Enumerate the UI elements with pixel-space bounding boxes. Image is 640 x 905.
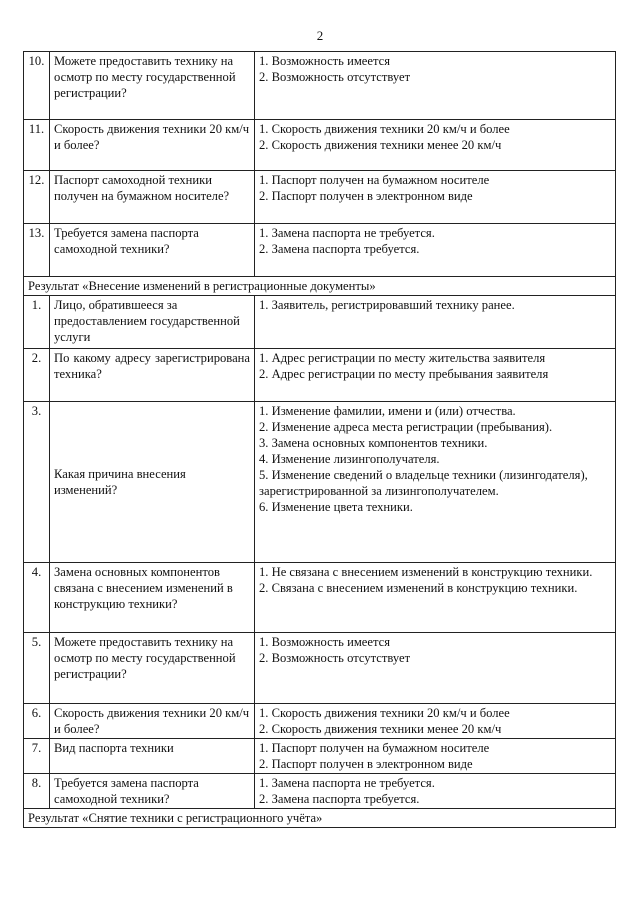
answer-option: 2. Изменение адреса места регистрации (пребывания). bbox=[259, 420, 553, 434]
question-cell: Вид паспорта техники bbox=[50, 739, 255, 774]
answer-option: 2. Паспорт получен в электронном виде bbox=[259, 757, 473, 771]
question-cell: По какому адресу зарегистрирована техника? bbox=[50, 349, 255, 402]
answer-option: 1. Скорость движения техники 20 км/ч и более bbox=[259, 122, 510, 136]
row-number: 6. bbox=[24, 704, 50, 739]
row-number: 13. bbox=[24, 224, 50, 277]
answer-option: 4. Изменение лизингополучателя. bbox=[259, 452, 440, 466]
question-cell: Требуется замена паспорта самоходной техники? bbox=[50, 224, 255, 277]
answer-option: 2. Возможность отсутствует bbox=[259, 70, 411, 84]
answer-option: 1. Скорость движения техники 20 км/ч и более bbox=[259, 706, 510, 720]
table-row bbox=[24, 224, 616, 277]
answer-option: 1. Изменение фамилии, имени и (или) отчества. bbox=[259, 404, 516, 418]
answer-option: 5. Изменение сведений о владельце техники (лизингодателя), зарегистрированной за лизингополучателем. bbox=[259, 468, 588, 498]
answer-option: 6. Изменение цвета техники. bbox=[259, 500, 413, 514]
row-number: 10. bbox=[24, 52, 50, 120]
answer-option: 2. Адрес регистрации по месту пребывания заявителя bbox=[259, 367, 549, 381]
answer-option: 2. Скорость движения техники менее 20 км/ч bbox=[259, 722, 502, 736]
answer-option: 3. Замена основных компонентов техники. bbox=[259, 436, 488, 450]
answer-option: 2. Связана с внесением изменений в конструкцию техники. bbox=[259, 581, 578, 595]
answer-option: 2. Замена паспорта требуется. bbox=[259, 242, 420, 256]
section-heading: Результат «Снятие техники с регистрационного учёта» bbox=[24, 809, 616, 828]
page-number: 2 bbox=[316, 28, 324, 43]
answer-cell bbox=[255, 563, 616, 633]
table-row bbox=[24, 704, 616, 739]
question-cell: Скорость движения техники 20 км/ч и более? bbox=[50, 120, 255, 171]
answer-option: 2. Возможность отсутствует bbox=[259, 651, 411, 665]
question-cell: Какая причина внесения изменений? bbox=[50, 402, 255, 563]
row-number: 11. bbox=[24, 120, 50, 171]
row-number: 4. bbox=[24, 563, 50, 633]
answer-option: 1. Возможность имеется bbox=[259, 54, 391, 68]
answer-option: 1. Не связана с внесением изменений в конструкцию техники. bbox=[259, 565, 593, 579]
answer-cell bbox=[255, 704, 616, 739]
row-number: 5. bbox=[24, 633, 50, 704]
question-cell: Требуется замена паспорта самоходной техники? bbox=[50, 774, 255, 809]
table-row bbox=[24, 739, 616, 774]
answer-cell bbox=[255, 171, 616, 224]
answer-option: 1. Паспорт получен на бумажном носителе bbox=[259, 173, 490, 187]
question-cell: Можете предоставить технику на осмотр по месту государственной регистрации? bbox=[50, 52, 255, 120]
answer-option: 2. Замена паспорта требуется. bbox=[259, 792, 420, 806]
row-number: 8. bbox=[24, 774, 50, 809]
row-number: 3. bbox=[24, 402, 50, 563]
question-cell: Замена основных компонентов связана с внесением изменений в конструкцию техники? bbox=[50, 563, 255, 633]
answer-option: 2. Скорость движения техники менее 20 км/ч bbox=[259, 138, 502, 152]
answer-cell bbox=[255, 739, 616, 774]
answer-option: 1. Адрес регистрации по месту жительства заявителя bbox=[259, 351, 546, 365]
question-cell: Скорость движения техники 20 км/ч и более? bbox=[50, 704, 255, 739]
answer-option: 2. Паспорт получен в электронном виде bbox=[259, 189, 473, 203]
table-row bbox=[24, 171, 616, 224]
table-row bbox=[24, 402, 616, 563]
question-cell: Паспорт самоходной техники получен на бумажном носителе? bbox=[50, 171, 255, 224]
table-row bbox=[24, 563, 616, 633]
table-row bbox=[24, 120, 616, 171]
table-row bbox=[24, 349, 616, 402]
question-cell: Лицо, обратившееся за предоставлением государственной услуги bbox=[50, 296, 255, 349]
row-number: 2. bbox=[24, 349, 50, 402]
answer-option: 1. Замена паспорта не требуется. bbox=[259, 226, 435, 240]
answer-cell bbox=[255, 774, 616, 809]
question-cell: Можете предоставить технику на осмотр по месту государственной регистрации? bbox=[50, 633, 255, 704]
answer-cell bbox=[255, 296, 616, 349]
row-number: 1. bbox=[24, 296, 50, 349]
answer-option: 1. Паспорт получен на бумажном носителе bbox=[259, 741, 490, 755]
table-row bbox=[24, 774, 616, 809]
table-row bbox=[24, 633, 616, 704]
row-number: 7. bbox=[24, 739, 50, 774]
section-heading: Результат «Внесение изменений в регистрационные документы» bbox=[24, 277, 616, 296]
table-row bbox=[24, 52, 616, 120]
section-row bbox=[24, 277, 616, 296]
answer-option: 1. Заявитель, регистрировавший технику ранее. bbox=[259, 298, 515, 312]
answer-cell bbox=[255, 349, 616, 402]
questionnaire-table bbox=[23, 51, 616, 828]
answer-cell bbox=[255, 52, 616, 120]
answer-cell bbox=[255, 402, 616, 563]
answer-cell bbox=[255, 633, 616, 704]
answer-cell bbox=[255, 224, 616, 277]
table-row bbox=[24, 296, 616, 349]
section-row bbox=[24, 809, 616, 828]
answer-option: 1. Замена паспорта не требуется. bbox=[259, 776, 435, 790]
row-number: 12. bbox=[24, 171, 50, 224]
answer-cell bbox=[255, 120, 616, 171]
answer-option: 1. Возможность имеется bbox=[259, 635, 391, 649]
